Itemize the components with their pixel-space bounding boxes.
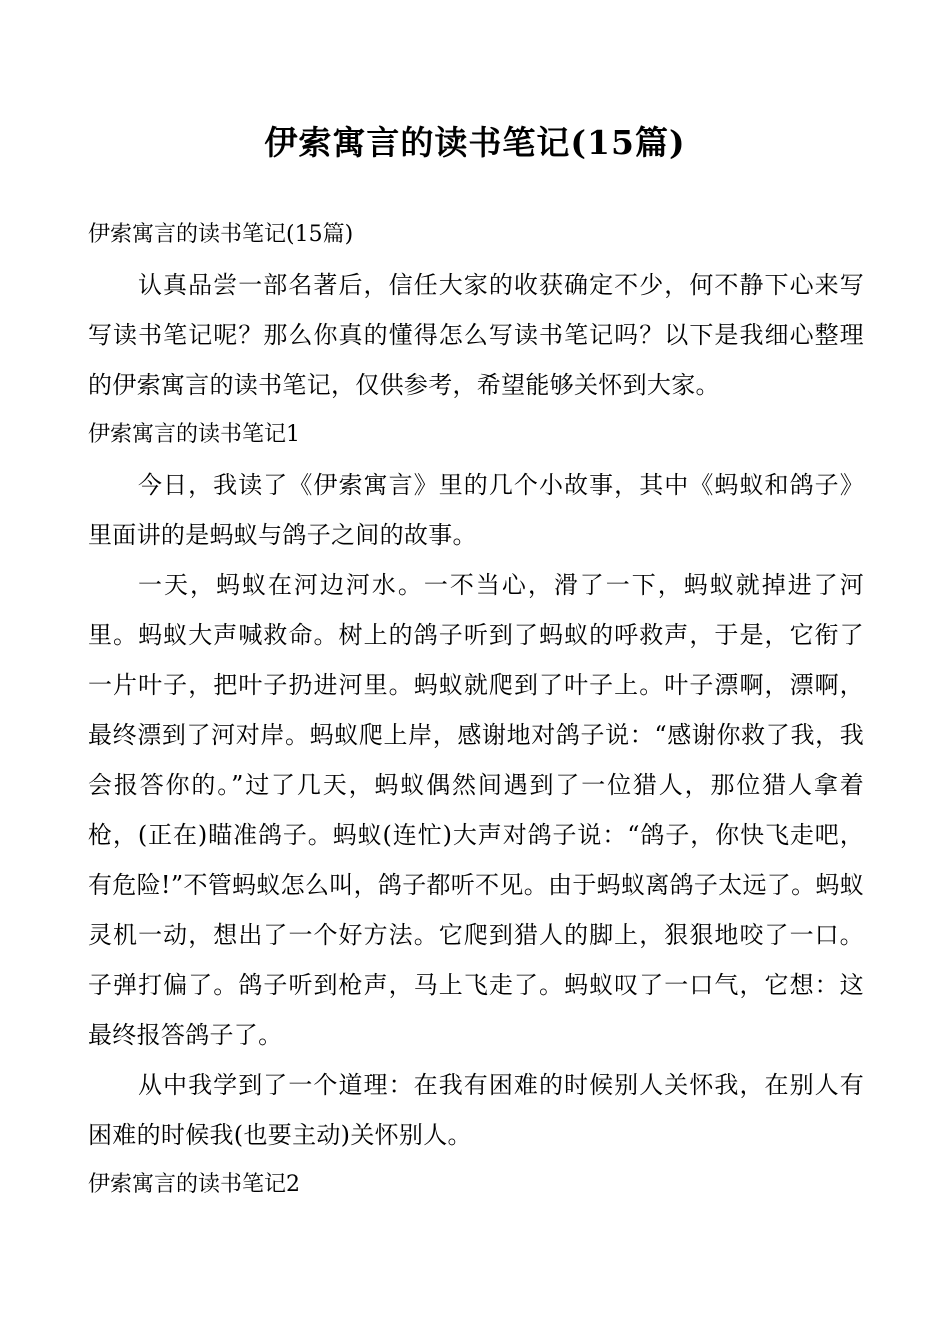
document-title: 伊索寓言的读书笔记(15篇) bbox=[264, 123, 686, 162]
note-2-heading: 伊索寓言的读书笔记2 bbox=[88, 1172, 300, 1197]
document-subtitle: 伊索寓言的读书笔记(15篇) bbox=[88, 222, 354, 247]
note-1-paragraph-2: 一天，蚂蚁在河边河水。一不当心，滑了一下，蚂蚁就掉进了河里。蚂蚁大声喊救命。树上的鸽子听到了蚂蚁的呼救声，于是，它衔了一片叶子，把叶子扔进河里。蚂蚁就爬到了叶子上。叶子漂啊，漂啊，最终漂到了河对岸。蚂蚁爬上岸，感谢地对鸽子说：“感谢你救了我，我会报答你的。”过了几天，蚂蚁偶然间遇到了一位猎人，那位猎人拿着枪，(正在)瞄准鸽子。蚂蚁(连忙)大声对鸽子说：“鸽子，你快飞走吧，有危险!”不管蚂蚁怎么叫，鸽子都听不见。由于蚂蚁离鸽子太远了。蚂蚁灵机一动，想出了一个好方法。它爬到猎人的脚上，狠狠地咬了一口。子弹打偏了。鸽子听到枪声，马上飞走了。蚂蚁叹了一口气，它想：这最终报答鸽子了。 bbox=[88, 571, 864, 1049]
intro-paragraph: 认真品尝一部名著后，信任大家的收获确定不少，何不静下心来写写读书笔记呢？那么你真的懂得怎么写读书笔记吗？以下是我细心整理的伊索寓言的读书笔记，仅供参考，希望能够关怀到大家。 bbox=[88, 271, 864, 399]
note-1-paragraph-3: 从中我学到了一个道理：在我有困难的时候别人关怀我，在别人有困难的时候我(也要主动)关怀别人。 bbox=[88, 1071, 864, 1149]
document-body bbox=[88, 210, 864, 1210]
note-1-paragraph-1: 今日，我读了《伊索寓言》里的几个小故事，其中《蚂蚁和鸽子》里面讲的是蚂蚁与鸽子之间的故事。 bbox=[88, 471, 864, 549]
note-1-heading: 伊索寓言的读书笔记1 bbox=[88, 422, 300, 447]
